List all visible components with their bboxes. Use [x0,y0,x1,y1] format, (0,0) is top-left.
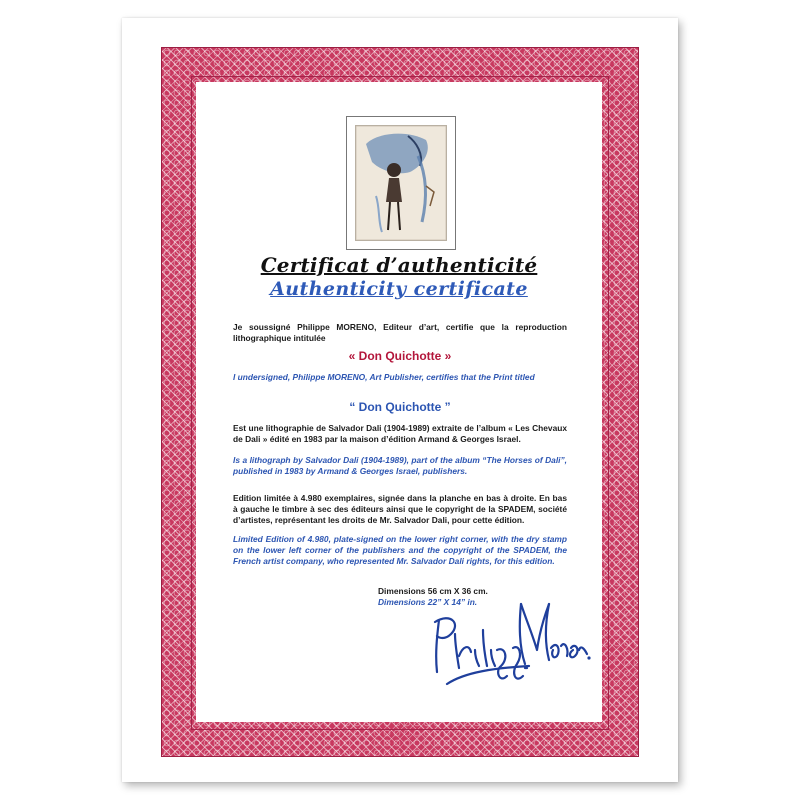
artwork-image [355,125,447,241]
certificate-title-english: Authenticity certificate [270,278,528,300]
dimensions-inches: Dimensions 22” X 14” in. [378,597,478,607]
edition-details-french: Edition limitée à 4.980 exemplaires, signée dans la planche en bas à droite. En bas à gauche le timbre à sec des éditeurs ainsi que le copyright de la SPADEM, société d’artistes, représentant les droits de Mr. Salvador Dali, pour cette édition. [233,493,567,525]
statement-french: Je soussigné Philippe MORENO, Editeur d’art, certifie que la reproduction lithographique intitulée [233,322,567,343]
statement-english: I undersigned, Philippe MORENO, Art Publisher, certifies that the Print titled [233,372,535,382]
description-french: Est une lithographie de Salvador Dali (1904-1989) extraite de l’album « Les Chevaux de Dali » édité en 1983 par la maison d’édition Armand & Georges Israel. [233,423,567,444]
artwork-thumbnail [346,116,456,250]
certificate-title-french: Certificat d’authenticité [260,253,538,277]
artwork-title-english: “ Don Quichotte ” [349,400,451,414]
description-english: Is a lithograph by Salvador Dali (1904-1989), part of the album “The Horses of Dali”, published in 1983 by Armand & Georges Israel, publishers. [233,455,567,476]
dimensions-cm: Dimensions 56 cm X 36 cm. [378,586,488,596]
edition-details-english: Limited Edition of 4.980, plate-signed on the lower right corner, with the dry stamp on the lower left corner of the publishers and the copyright of the SPADEM, the French artist company, who represented Mr. Salvador Dali rights, for this edition. [233,534,567,566]
publisher-signature [425,580,595,700]
artwork-title-french: « Don Quichotte » [348,349,452,363]
